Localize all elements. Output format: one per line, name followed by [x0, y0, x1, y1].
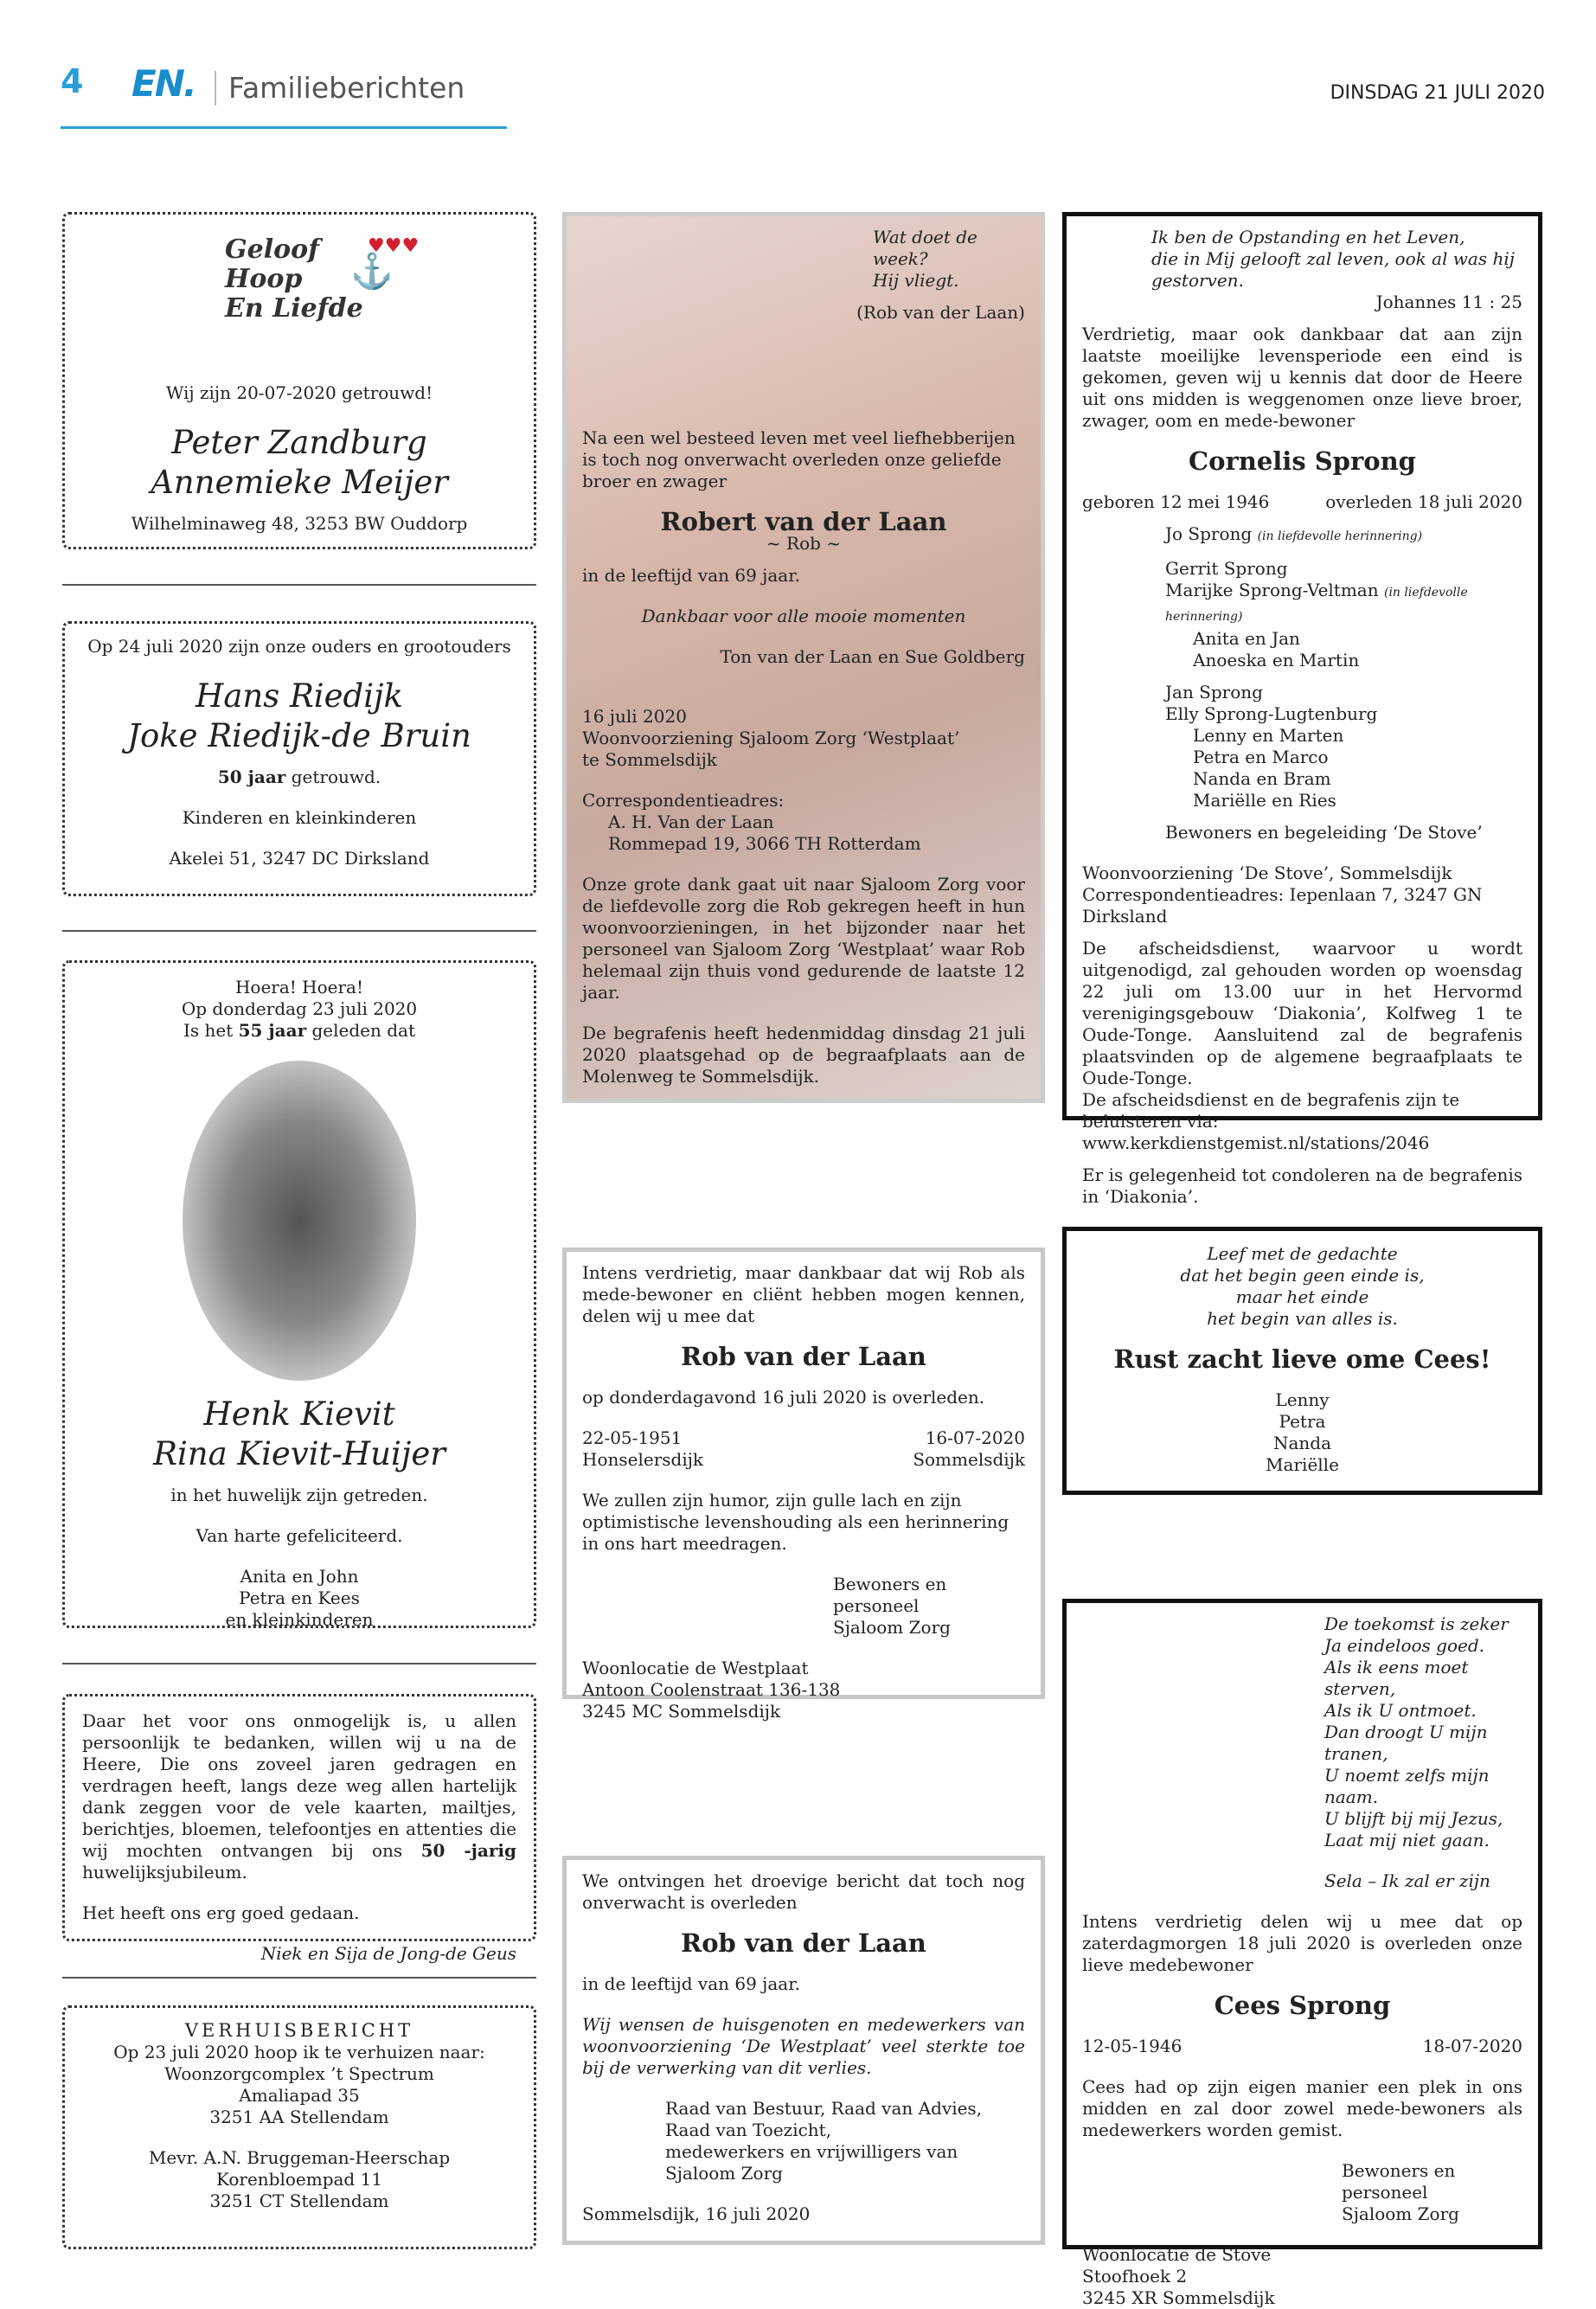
moving-line: Op 23 juli 2020 hoop ik te verhuizen naar:	[113, 2042, 485, 2062]
obituary-intro: Intens verdrietig delen wij u mee dat op zaterdagmorgen 18 juli 2020 is overleden onze lieve medebewoner	[1082, 1911, 1522, 1975]
death-date: 16 juli 2020	[582, 706, 687, 727]
obituary-rob-sjaloom	[562, 1248, 1045, 1722]
condolence-paragraph: Er is gelegenheid tot condoleren na de begrafenis in ‘Diakonia’.	[1082, 1164, 1522, 1207]
family-signature: Ton van der Laan en Sue Goldberg	[720, 646, 1025, 667]
quote-line: Wat doet de week?	[873, 227, 977, 269]
signature-line: Bewoners en personeel	[1342, 2160, 1456, 2203]
location-name: Woonlocatie de Westplaat	[582, 1658, 809, 1678]
poem-line: U noemt zelfs mijn naam.	[1324, 1765, 1490, 1807]
column-divider	[62, 1663, 536, 1664]
section-title: Familieberichten	[228, 71, 465, 105]
wedding-announcement-zandburg	[62, 212, 536, 549]
husband-name: Henk Kievit	[203, 1395, 395, 1433]
thanks-paragraph: Onze grote dank gaat uit naar Sjaloom Zorg voor de liefdevolle zorg die Rob gekregen heeft in hun woonvoorzieningen, in het bijzonder naar het personeel van Sjaloom Zorg ‘Westplaat’ waar Rob helemaal zijn thuis vond gedurende de laatste 12 jaar.	[582, 874, 1025, 1003]
family-line: Nanda en Bram	[1193, 768, 1331, 789]
obituary-robert-van-der-laan	[562, 212, 1045, 1103]
location-street: Stoofhoek 2	[1082, 2266, 1188, 2287]
stream-line: De afscheidsdienst en de begrafenis zijn te beluisteren via:	[1082, 1089, 1460, 1132]
anchor-icon: ⚓	[350, 252, 394, 292]
death-line: op donderdagavond 16 juli 2020 is overleden.	[582, 1387, 985, 1408]
anniversary-family: Kinderen en kleinkinderen	[182, 807, 417, 828]
death-date: overleden 18 juli 2020	[1325, 491, 1522, 512]
age-line: in de leeftijd van 69 jaar.	[582, 565, 800, 586]
obituary-cees-sprong	[1062, 1599, 1542, 2308]
moving-title: VERHUISBERICHT	[184, 2020, 414, 2041]
poem-line: Ja eindeloos goed.	[1324, 1635, 1484, 1656]
quote-author: (Rob van der Laan)	[856, 302, 1025, 323]
quote-line: Hij vliegt.	[873, 270, 959, 291]
signer-name: Mariëlle	[1266, 1454, 1339, 1475]
family-line: Bewoners en begeleiding ‘De Stove’	[1165, 822, 1483, 843]
obituary-intro: We ontvingen het droevige bericht dat toch nog onverwacht is overleden	[582, 1870, 1025, 1913]
poem-line: Als ik U ontmoet.	[1324, 1700, 1477, 1721]
quote-line: Leef met de gedachte	[1207, 1243, 1398, 1264]
page-number: 4	[61, 62, 84, 100]
deceased-name: Cees Sprong	[1214, 1991, 1391, 2020]
hoera-line: Hoera! Hoera!	[234, 977, 364, 997]
family-line: Petra en Kees	[239, 1587, 360, 1608]
signature-line: Bewoners en personeel	[833, 1574, 947, 1616]
correspondence-line: Correspondentieadres: Iepenlaan 7, 3247 GN Dirksland	[1082, 884, 1483, 927]
birth-place: Honselersdijk	[582, 1449, 704, 1470]
location-street: Antoon Coolenstraat 136-138	[582, 1679, 841, 1700]
obituary-cornelis-sprong	[1062, 212, 1542, 1207]
death-place: Sommelsdijk	[913, 1449, 1025, 1470]
poem-source: Sela – Ik zal er zijn	[1324, 1870, 1490, 1891]
signature-line: Raad van Bestuur, Raad van Advies,	[665, 2098, 983, 2119]
residence-line: Woonvoorziening ‘De Stove’, Sommelsdijk	[1082, 863, 1452, 883]
column-divider	[62, 1977, 536, 1979]
thanks-line: Dankbaar voor alle mooie momenten	[641, 606, 966, 626]
issue-date: DINSDAG 21 JULI 2020	[1330, 82, 1545, 104]
memorial-title: Rust zacht lieve ome Cees!	[1113, 1344, 1491, 1374]
birth-date: geboren 12 mei 1946	[1082, 491, 1270, 512]
death-place: Woonvoorziening Sjaloom Zorg ‘Westplaat’	[582, 728, 960, 748]
thank-you-de-jong	[62, 1694, 536, 1964]
poem-line: Als ik eens moet sterven,	[1324, 1657, 1469, 1699]
years-bold: 50 jaar	[217, 766, 286, 787]
wedding-text: in het huwelijk zijn getreden.	[170, 1485, 428, 1505]
newspaper-logo: EN.	[131, 62, 195, 105]
signer-name: Lenny	[1275, 1389, 1330, 1410]
obituary-intro: Intens verdrietig, maar dankbaar dat wij Rob als mede-bewoner en cliënt hebben mogen kennen, delen wij u mee dat	[582, 1262, 1025, 1326]
deceased-nickname: ~ Rob ~	[766, 533, 842, 554]
family-marijke: Marijke Sprong-Veltman (in liefdevolle herinnering)	[1165, 580, 1468, 624]
years-rest: getrouwd.	[291, 766, 381, 787]
family-line: Anita en Jan	[1193, 628, 1300, 649]
deceased-name: Robert van der Laan	[660, 507, 947, 536]
location-name: Woonlocatie de Stove	[1082, 2244, 1272, 2265]
correspondence-name: A. H. Van der Laan	[608, 811, 774, 832]
jubilee-bold: 50 -jarig	[420, 1840, 516, 1861]
wish-paragraph: Wij wensen de huisgenoten en medewerkers van woonvoorziening ‘De Westplaat’ veel sterkte toe bij de verwerking van dit verlies.	[582, 2014, 1025, 2078]
family-line: Elly Sprong-Lugtenburg	[1165, 703, 1378, 724]
family-line: Anoeska en Martin	[1193, 650, 1360, 670]
place-date: Sommelsdijk, 16 juli 2020	[582, 2203, 811, 2224]
service-paragraph: De afscheidsdienst, waarvoor u wordt uitgenodigd, zal gehouden worden op woensdag 22 juli om 13.00 uur in het Hervormd verenigingsgebouw ‘Diakonia’, Kolfweg 1 te Oude-Tonge. Aansluitend zal de begrafenis plaatsvinden op de algemene begraafplaats te Oude-Tonge.	[1082, 938, 1522, 1088]
obituary-intro: Na een wel besteed leven met veel liefhebberijen is toch nog onverwacht overleden onze geliefde broer en zwager	[582, 427, 1016, 491]
moving-notice	[62, 2005, 536, 2249]
column-divider	[62, 584, 536, 586]
signer-name: Petra	[1279, 1411, 1326, 1432]
anniversary-address: Akelei 51, 3247 DC Dirksland	[169, 848, 430, 869]
family-line: Gerrit Sprong	[1165, 558, 1288, 579]
quote-line: het begin van alles is.	[1207, 1308, 1398, 1329]
thanks-line: Het heeft ons erg goed gedaan.	[82, 1902, 360, 1923]
family-line: Anita en John	[240, 1566, 359, 1587]
quote-line: maar het einde	[1235, 1286, 1369, 1307]
death-date: 18-07-2020	[1422, 2036, 1522, 2056]
old-address-street: Korenbloempad 11	[215, 2169, 383, 2190]
years-line: Is het 55 jaar geleden dat	[183, 1020, 415, 1041]
birth-date: 22-05-1951	[582, 1427, 683, 1448]
congrats-text: Van harte gefeliciteerd.	[195, 1525, 403, 1546]
memory-paragraph: We zullen zijn humor, zijn gulle lach en zijn optimistische levenshouding als een herinnering in ons hart meedragen.	[582, 1490, 1010, 1554]
bible-quote-line: Ik ben de Opstanding en het Leven,	[1151, 227, 1465, 247]
wedding-photo	[183, 1061, 416, 1381]
anniversary-line: Op 24 juli 2020 zijn onze ouders en grootouders	[87, 636, 511, 657]
bride-name: Annemieke Meijer	[151, 464, 448, 501]
hearts-icon: ♥♥♥	[368, 235, 420, 257]
date-line: Op donderdag 23 juli 2020	[181, 998, 418, 1019]
deceased-name: Cornelis Sprong	[1189, 446, 1416, 476]
new-address-name: Woonzorgcomplex ’t Spectrum	[164, 2063, 434, 2084]
death-town: te Sommelsdijk	[582, 749, 717, 770]
signer-name: Nanda	[1272, 1433, 1332, 1453]
signature-line: Sjaloom Zorg	[833, 1617, 951, 1638]
logo-text-liefde: En Liefde	[225, 293, 363, 324]
signature-line: Sjaloom Zorg	[1342, 2203, 1459, 2224]
wedding-line: Wij zijn 20-07-2020 getrouwd!	[165, 382, 433, 403]
header-rule	[61, 126, 507, 129]
correspondence-address: Rommepad 19, 3066 TH Rotterdam	[608, 833, 921, 854]
old-address-city: 3251 CT Stellendam	[209, 2190, 389, 2211]
location-city: 3245 XR Sommelsdijk	[1082, 2287, 1275, 2308]
funeral-paragraph: De begrafenis heeft hedenmiddag dinsdag 21 juli 2020 plaatsgehad op de begraafplaats aan de Molenweg te Sommelsdijk.	[582, 1023, 1025, 1087]
death-date: 16-07-2020	[925, 1427, 1025, 1448]
wife-name: Joke Riedijk-de Bruin	[127, 717, 471, 754]
new-address-street: Amaliapad 35	[239, 2085, 360, 2106]
memory-paragraph: Cees had op zijn eigen manier een plek in ons midden en zal door zowel mede-bewoners als medewerkers worden gemist.	[1082, 2076, 1522, 2140]
logo-text-geloof: Geloof	[225, 234, 320, 265]
logo-text-hoop: Hoop	[225, 264, 303, 294]
signature-line: medewerkers en vrijwilligers van Sjaloom Zorg	[665, 2141, 958, 2184]
couple-address: Wilhelminaweg 48, 3253 BW Ouddorp	[131, 513, 468, 534]
poem-line: U blijft bij mij Jezus,	[1324, 1808, 1503, 1829]
husband-name: Hans Riedijk	[195, 677, 403, 715]
stream-link[interactable]: www.kerkdienstgemist.nl/stations/2046	[1082, 1132, 1430, 1153]
anniversary-years	[82, 766, 516, 788]
poem-line: Laat mij niet gaan.	[1324, 1830, 1490, 1850]
birth-date: 12-05-1946	[1082, 2036, 1183, 2056]
mover-name: Mevr. A.N. Bruggeman-Heerschap	[148, 2147, 451, 2168]
bible-quote-line: die in Mij gelooft zal leven, ook al was hij gestorven.	[1151, 248, 1515, 291]
poem-line: De toekomst is zeker	[1324, 1613, 1509, 1634]
wife-name: Rina Kievit-Huijer	[153, 1435, 445, 1472]
signature: Niek en Sija de Jong-de Geus	[260, 1943, 516, 1964]
anniversary-riedijk	[62, 621, 536, 896]
column-divider	[62, 930, 536, 932]
geloof-hoop-liefde-logo	[82, 235, 516, 382]
bible-reference: Johannes 11 : 25	[1375, 292, 1522, 312]
obituary-intro: Verdrietig, maar ook dankbaar dat aan zijn laatste moeilijke levensperiode een eind is gekomen, geven wij u kennis dat door de Heere uit ons midden is weggenomen onze lieve broer, zwager, oom en mede-bewoner	[1082, 324, 1522, 431]
signature-line: Raad van Toezicht,	[665, 2120, 832, 2140]
location-city: 3245 MC Sommelsdijk	[582, 1701, 781, 1722]
family-line: Jan Sprong	[1165, 682, 1263, 702]
quote-line: dat het begin geen einde is,	[1180, 1265, 1425, 1286]
header-divider	[215, 71, 216, 106]
anniversary-kievit	[62, 960, 536, 1628]
poem-line: Dan droogt U mijn tranen,	[1324, 1722, 1488, 1764]
memorial-ome-cees	[1062, 1227, 1542, 1495]
family-jo: Jo Sprong (in liefdevolle herinnering)	[1165, 523, 1423, 544]
thank-you-text: Daar het voor ons onmogelijk is, u allen persoonlijk te bedanken, willen wij u na de Heere, Die ons zoveel jaren gedragen en verdragen heeft, langs deze weg allen hartelijk dank zeggen voor de vele kaarten, mailtjes, berichtjes, bloemen, telefoontjes en attenties die wij mochten ontvangen bij ons 50 -jarig huwelijksjubileum.	[82, 1710, 516, 1882]
family-line: Mariëlle en Ries	[1193, 790, 1336, 811]
age-line: in de leeftijd van 69 jaar.	[582, 1973, 800, 1994]
new-address-city: 3251 AA Stellendam	[209, 2107, 389, 2127]
family-line: en kleinkinderen	[225, 1609, 374, 1630]
correspondence-label: Correspondentieadres:	[582, 790, 785, 811]
groom-name: Peter Zandburg	[171, 424, 427, 461]
obituary-rob-board	[562, 1856, 1045, 2245]
family-line: Lenny en Marten	[1193, 725, 1344, 746]
deceased-name: Rob van der Laan	[681, 1928, 926, 1958]
family-line: Petra en Marco	[1193, 747, 1329, 767]
years-bold: 55 jaar	[238, 1020, 307, 1041]
deceased-name: Rob van der Laan	[681, 1342, 926, 1371]
